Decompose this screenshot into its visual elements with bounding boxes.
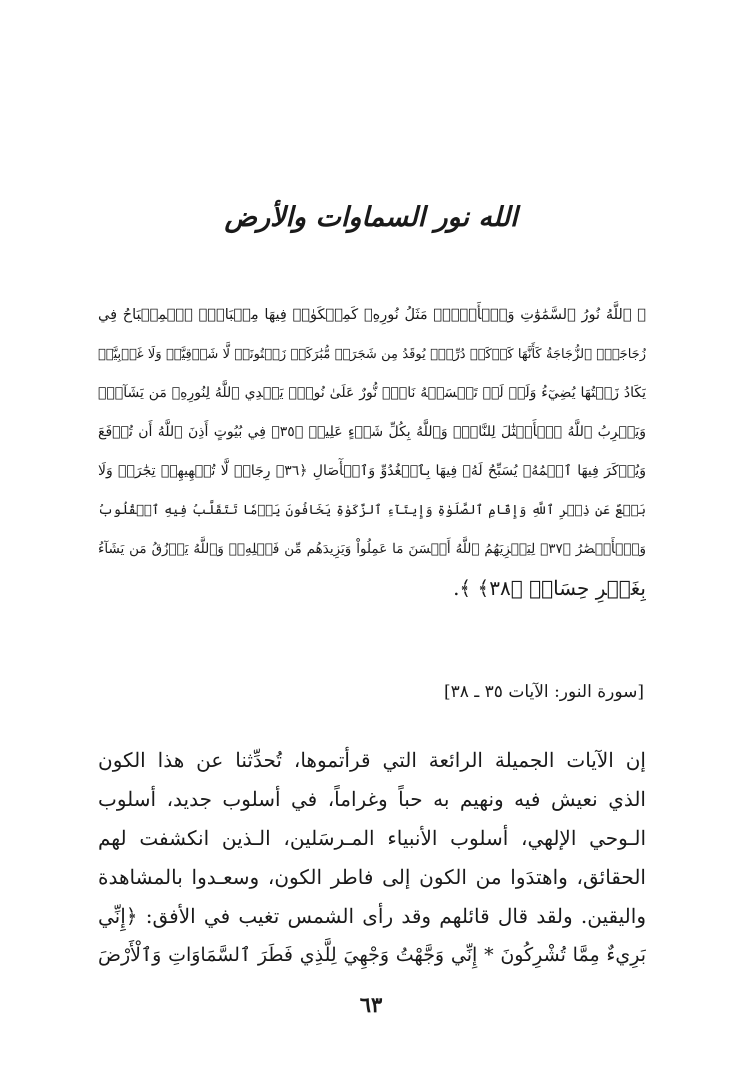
quran-line: وَٱلۡأَبۡصَٰرُ ﴿٣٧﴾ لِيَجۡزِيَهُمُ ٱللَّهُ أَحۡسَنَ مَا عَمِلُواْ وَيَزِيدَهُم مِّن فَضۡلِهِۦۗ وَٱللَّهُ يَرۡزُقُ مَن يَشَآءُ — [98, 541, 646, 557]
quran-verse-block — [98, 296, 646, 608]
surah-reference: [سورة النور: الآيات ٣٥ ـ ٣٨] — [443, 682, 644, 702]
body-line: الحقائق، واهتدَوا من الكون إلى فاطر الكون، وسعـدوا بالمشاهدة — [98, 865, 646, 889]
body-line: الـوحي الإلهي، أسلوب الأنبياء المـرسَلين، الـذين انكشفت لهم — [98, 826, 646, 850]
body-line: واليقين. ولقد قال قائلهم وقد رأى الشمس تغيب في الأفق: ﴿إِنِّي — [98, 904, 646, 928]
body-line: بَرِيءٌ مِمَّا تُشْرِكُونَ * إِنِّي وَجَّهْتُ وَجْهِيَ لِلَّذِي فَطَرَ ٱلسَّمَاوَاتِ وَٱلْأَرْضَ — [98, 944, 646, 966]
body-line: الذي نعيش فيه ونهيم به حباً وغراماً، في أسلوب جديد، أسلوب — [98, 787, 646, 811]
quran-line: زُجَاجَةٍۖ ٱلزُّجَاجَةُ كَأَنَّهَا كَوۡكَبٞ دُرِّيّٞ يُوقَدُ مِن شَجَرَةٖ مُّبَٰرَكَةٖ زَيۡتُونَةٖ لَّا شَرۡقِيَّةٖ وَلَا غَرۡبِيَّةٖ — [98, 347, 646, 362]
quran-line: بِغَيۡرِ حِسَابٖ ﴿٣٨﴾ ﴾. — [453, 576, 646, 600]
body-paragraph — [98, 741, 646, 975]
page-number: ٦٣ — [359, 992, 383, 1017]
quran-line: وَيَضۡرِبُ ٱللَّهُ ٱلۡأَمۡثَٰلَ لِلنَّاسِۗ وَٱللَّهُ بِكُلِّ شَيۡءٍ عَلِيمٞ ﴿٣٥﴾ فِي بُيُوتٍ أَذِنَ ٱللَّهُ أَن تُرۡفَعَ — [98, 424, 646, 440]
quran-line: ﴿ ٱللَّهُ نُورُ ٱلسَّمَٰوَٰتِ وَٱلۡأَرۡضِۚ مَثَلُ نُورِهِۦ كَمِشۡكَوٰةٖ فِيهَا مِصۡبَاحٌۖ ٱلۡمِصۡبَاحُ فِي — [98, 307, 646, 323]
quran-line: بَيۡعٌ عَن ذِكۡرِ ٱللَّهِ وَإِقَامِ ٱلصَّلَوٰةِ وَإِيتَآءِ ٱلزَّكَوٰةِ يَخَافُونَ يَوۡمٗا تَتَقَلَّبُ فِيهِ ٱلۡقُلُوبُ — [98, 503, 646, 518]
quran-line: وَيُذۡكَرَ فِيهَا ٱسۡمُهُۥ يُسَبِّحُ لَهُۥ فِيهَا بِٱلۡغُدُوِّ وَٱلۡأٓصَالِ ﴿٣٦﴾ رِجَالٞ لَّا تُلۡهِيهِمۡ تِجَٰرَةٞ وَلَا — [98, 463, 646, 479]
body-line: إن الآيات الجميلة الرائعة التي قرأتموها، تُحدِّثنا عن هذا الكون — [98, 748, 646, 772]
quran-line: يَكَادُ زَيۡتُهَا يُضِيٓءُ وَلَوۡ لَمۡ تَمۡسَسۡهُ نَارٞۚ نُّورٌ عَلَىٰ نُورٖۚ يَهۡدِي ٱللَّهُ لِنُورِهِۦ مَن يَشَآءُۚ — [98, 385, 646, 401]
chapter-title: الله نور السماوات والأرض — [224, 202, 518, 233]
